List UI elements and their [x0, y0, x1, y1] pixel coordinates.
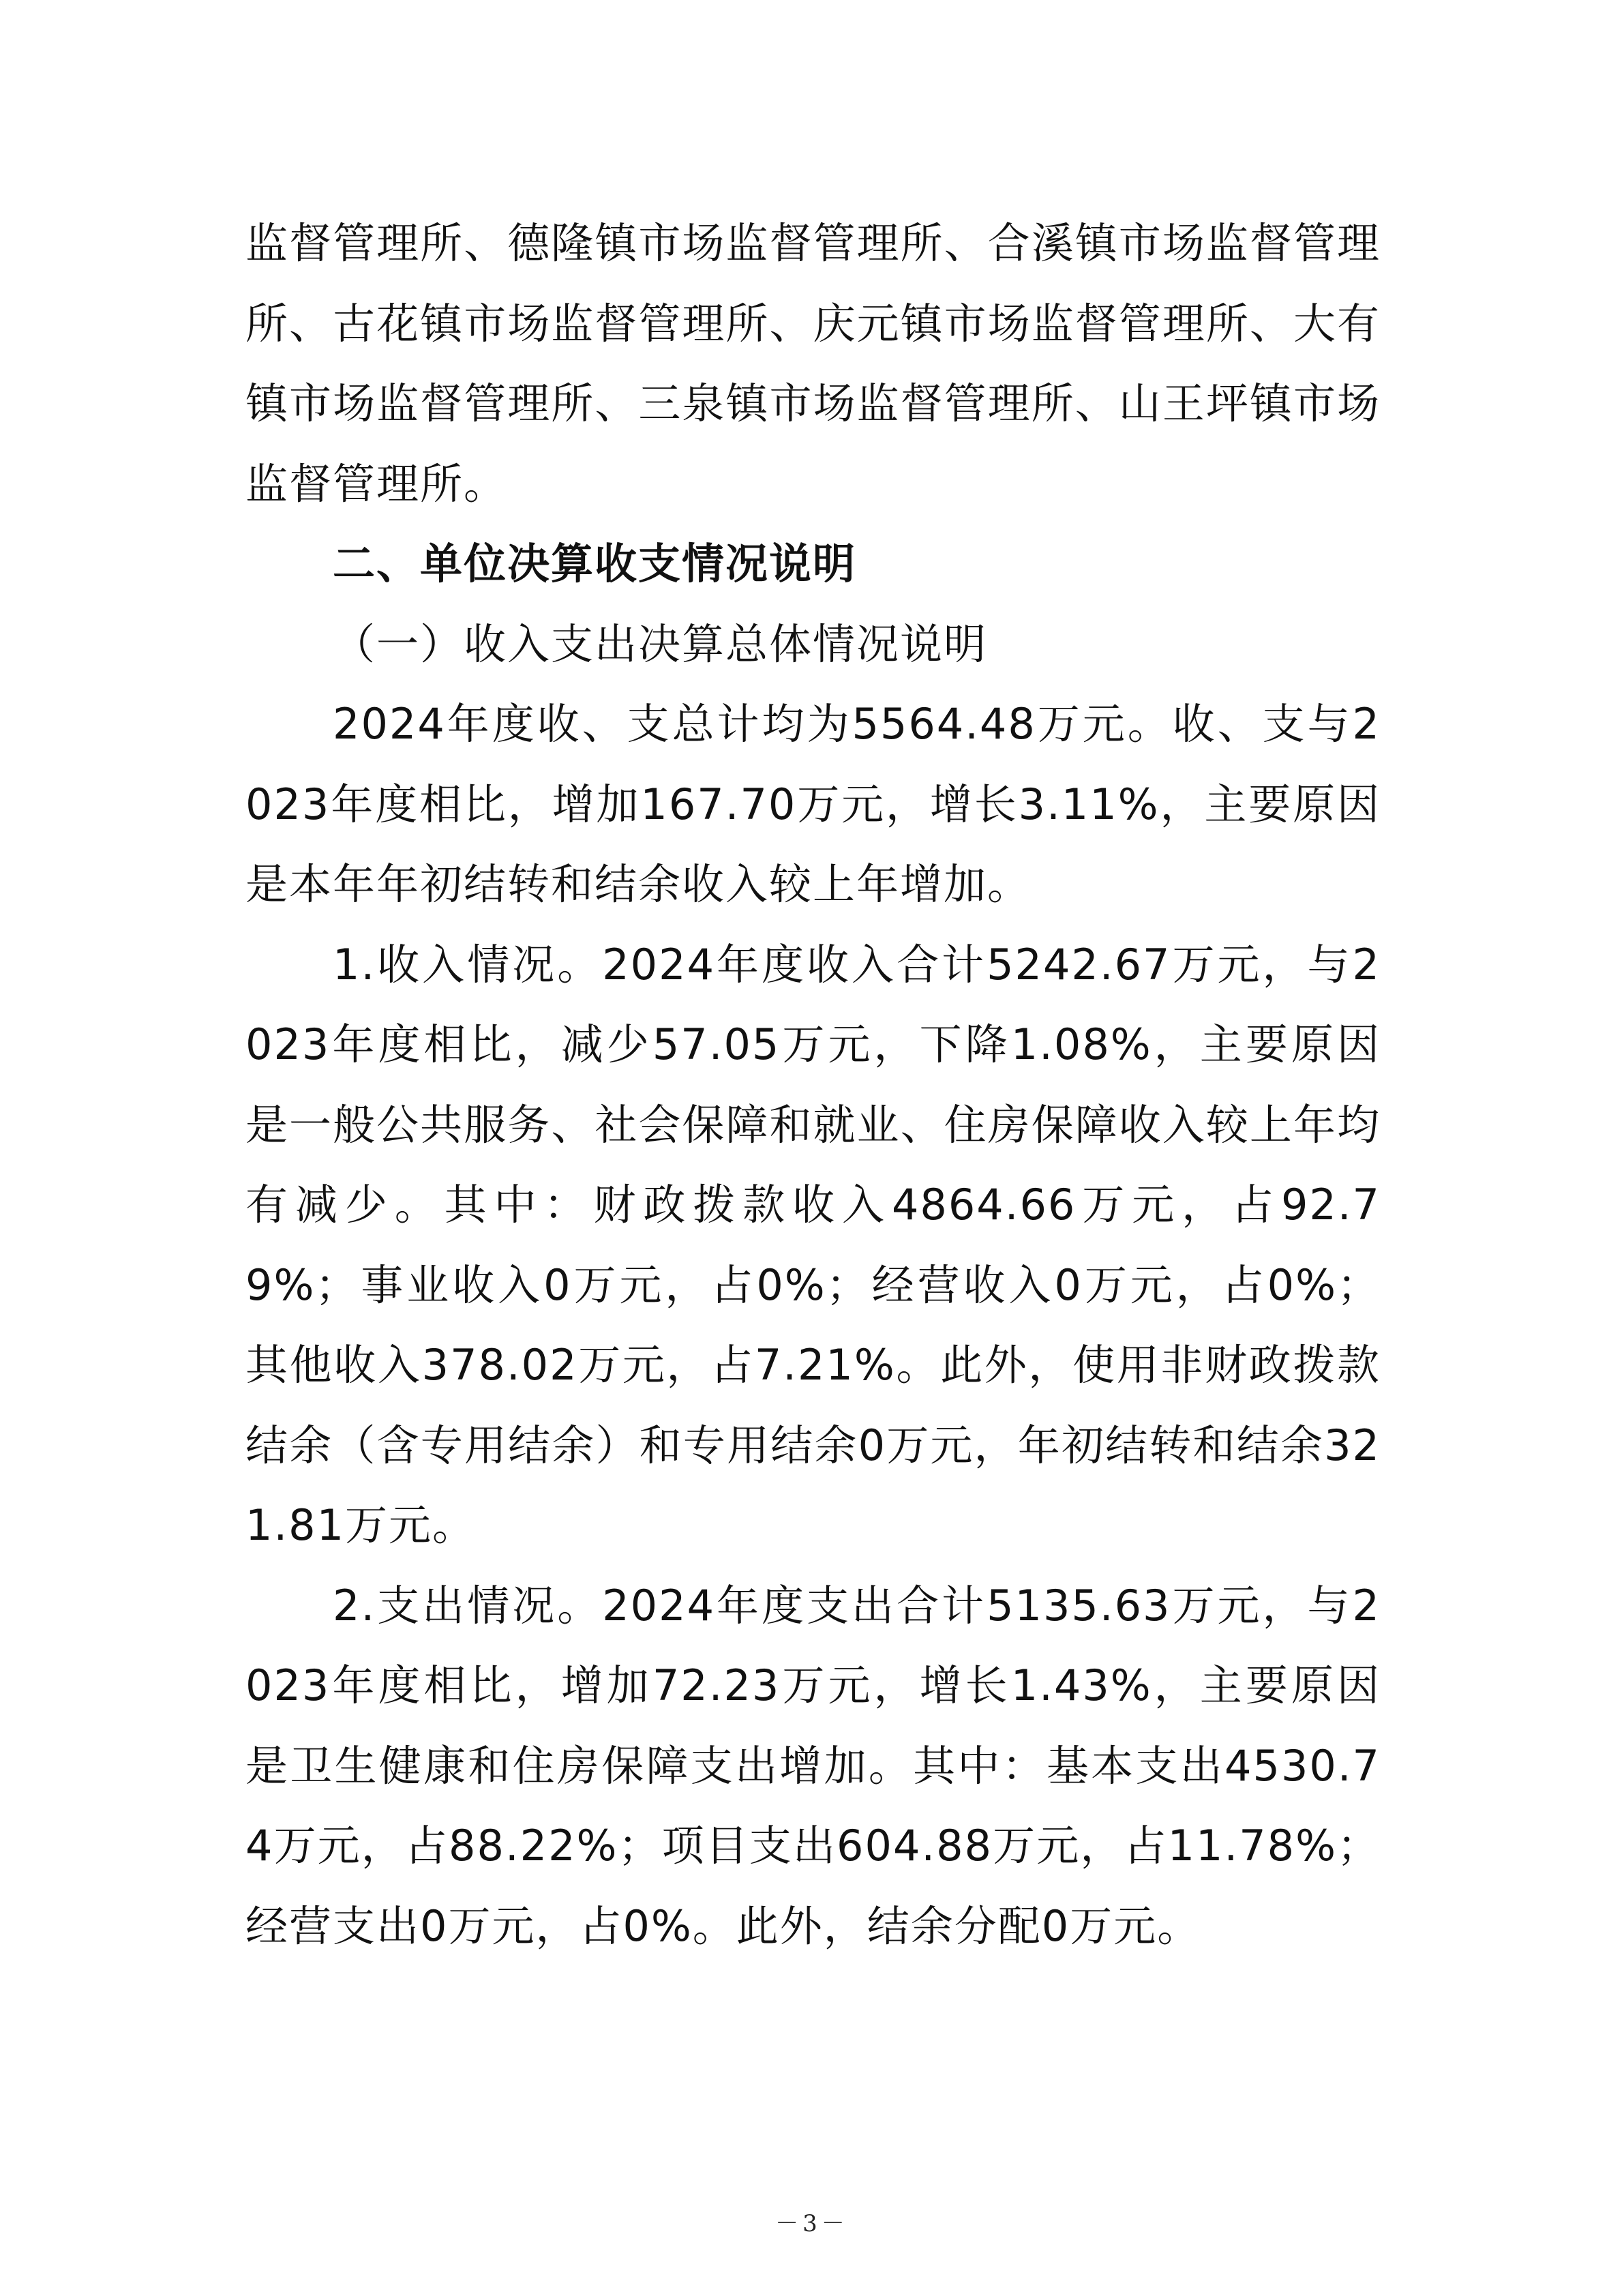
paragraph-expenditure: 2.支出情况。2024年度支出合计5135.63万元，与2023年度相比，增加72.23万元，增长1.43%，主要原因是卫生健康和住房保障支出增加。其中：基本支出4530.74万元，占88.22%；项目支出604.88万元，占11.78%；经营支出0万元，占0%。此外，结余分配0万元。 — [245, 1580, 1381, 1951]
page-number: －3－ — [775, 2210, 849, 2237]
subsection-heading: （一）收入支出决算总体情况说明 — [333, 618, 988, 669]
paragraph-summary: 2024年度收、支总计均为5564.48万元。收、支与2023年度相比，增加167.70万元，增长3.11%，主要原因是本年年初结转和结余收入较上年增加。 — [245, 699, 1381, 909]
section-heading: 二、单位决算收支情况说明 — [333, 539, 857, 588]
paragraph-continuation: 监督管理所、德隆镇市场监督管理所、合溪镇市场监督管理所、古花镇市场监督管理所、庆元镇市场监督管理所、大有镇市场监督管理所、三泉镇市场监督管理所、山王坪镇市场监督管理所。 — [245, 218, 1381, 509]
document-body — [245, 203, 1381, 1966]
paragraph-income: 1.收入情况。2024年度收入合计5242.67万元，与2023年度相比，减少57.05万元，下降1.08%，主要原因是一般公共服务、社会保障和就业、住房保障收入较上年均有减少。其中：财政拨款收入4864.66万元，占92.79%；事业收入0万元，占0%；经营收入0万元，占0%；其他收入378.02万元，占7.21%。此外，使用非财政拨款结余（含专用结余）和专用结余0万元，年初结转和结余321.81万元。 — [245, 939, 1381, 1550]
